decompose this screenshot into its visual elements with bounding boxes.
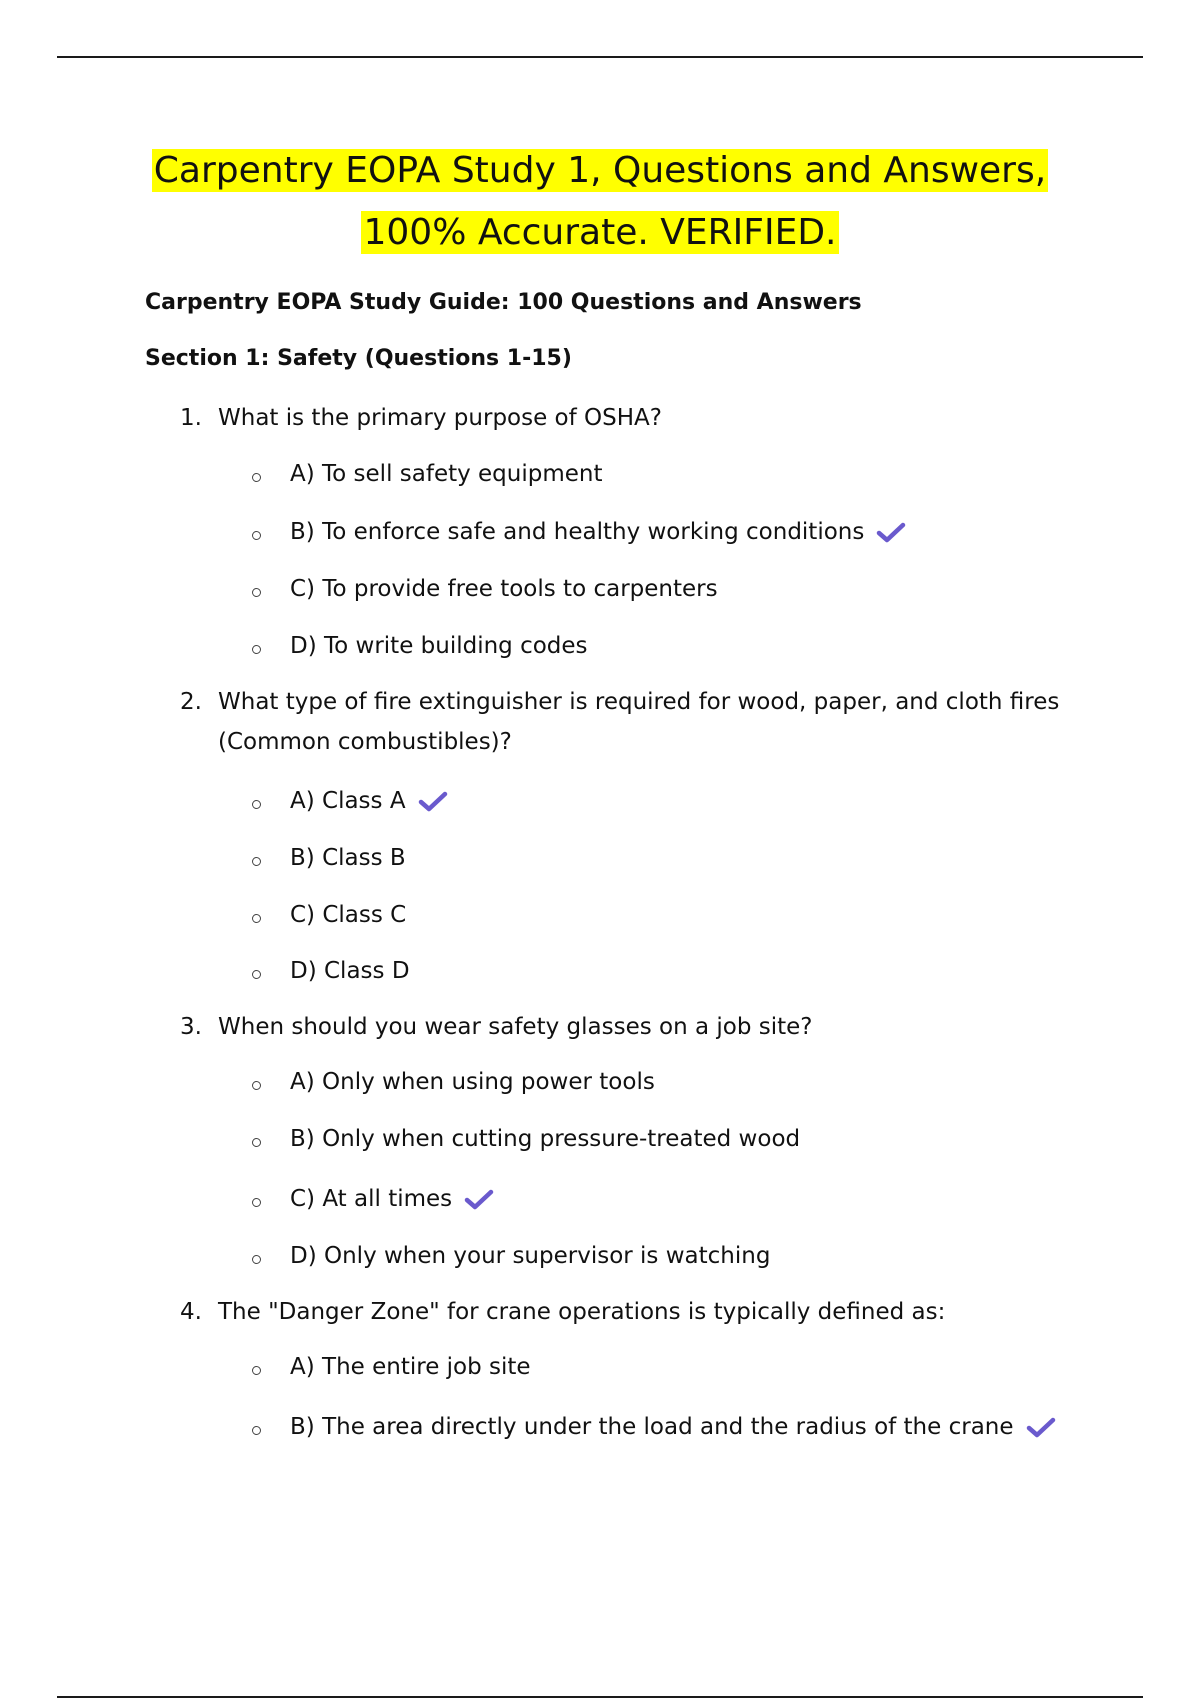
question-number: 2. [180, 689, 202, 715]
option-text: C) At all times [290, 1186, 453, 1212]
option-text: D) Class D [290, 958, 410, 984]
circle-bullet-icon [252, 914, 261, 923]
question-3 [180, 1007, 1070, 1047]
circle-bullet-icon [252, 800, 261, 809]
question-4 [180, 1292, 1070, 1332]
circle-bullet-icon [252, 645, 261, 654]
option-text: C) To provide free tools to carpenters [290, 576, 718, 602]
question-number: 3. [180, 1014, 202, 1040]
circle-bullet-icon [252, 1198, 261, 1207]
circle-bullet-icon [252, 1081, 261, 1090]
question-3-option-d [252, 1241, 770, 1271]
question-3-option-c [252, 1184, 494, 1214]
checkmark-icon [1026, 1415, 1056, 1439]
question-1-option-b [252, 517, 906, 547]
title-line-1: Carpentry EOPA Study 1, Questions and Answers, [153, 150, 1047, 191]
circle-bullet-icon [252, 1366, 261, 1375]
question-1 [180, 398, 1070, 438]
question-2 [180, 682, 1070, 762]
question-2-option-b [252, 843, 406, 873]
question-1-option-a [252, 459, 603, 489]
option-text: A) To sell safety equipment [290, 461, 603, 487]
question-4-option-a [252, 1352, 531, 1382]
circle-bullet-icon [252, 531, 261, 540]
option-text: A) Class A [290, 788, 406, 814]
question-2-option-a [252, 786, 448, 816]
title-line-2: 100% Accurate. VERIFIED. [363, 212, 837, 253]
question-text: The "Danger Zone" for crane operations is typically defined as: [218, 1299, 946, 1325]
question-1-option-d [252, 631, 588, 661]
question-1-option-c [252, 574, 718, 604]
guide-heading: Carpentry EOPA Study Guide: 100 Questions and Answers [145, 290, 862, 315]
circle-bullet-icon [252, 1138, 261, 1147]
question-text: When should you wear safety glasses on a job site? [218, 1014, 813, 1040]
document-title [0, 140, 1200, 264]
question-number: 4. [180, 1299, 202, 1325]
question-text: What is the primary purpose of OSHA? [218, 405, 662, 431]
circle-bullet-icon [252, 1426, 261, 1435]
circle-bullet-icon [252, 1255, 261, 1264]
question-3-option-b [252, 1124, 800, 1154]
option-text: B) Only when cutting pressure-treated wood [290, 1126, 801, 1152]
question-3-option-a [252, 1067, 655, 1097]
option-text: A) The entire job site [290, 1354, 531, 1380]
option-text: B) Class B [290, 845, 406, 871]
checkmark-icon [464, 1187, 494, 1211]
bottom-rule [57, 1696, 1143, 1698]
option-text: B) The area directly under the load and the radius of the crane [290, 1414, 1014, 1440]
top-rule [57, 56, 1143, 58]
checkmark-icon [876, 520, 906, 544]
circle-bullet-icon [252, 857, 261, 866]
option-text: D) Only when your supervisor is watching [290, 1243, 771, 1269]
question-2-option-d [252, 956, 410, 986]
circle-bullet-icon [252, 473, 261, 482]
section-heading: Section 1: Safety (Questions 1-15) [145, 346, 572, 371]
option-text: D) To write building codes [290, 633, 588, 659]
circle-bullet-icon [252, 588, 261, 597]
question-number: 1. [180, 405, 202, 431]
option-text: C) Class C [290, 902, 407, 928]
circle-bullet-icon [252, 970, 261, 979]
question-4-option-b [252, 1412, 1056, 1442]
question-2-option-c [252, 900, 406, 930]
option-text: B) To enforce safe and healthy working conditions [290, 519, 865, 545]
checkmark-icon [418, 789, 448, 813]
option-text: A) Only when using power tools [290, 1069, 655, 1095]
question-text: What type of fire extinguisher is required for wood, paper, and cloth fires (Common combustibles)? [218, 689, 1060, 755]
